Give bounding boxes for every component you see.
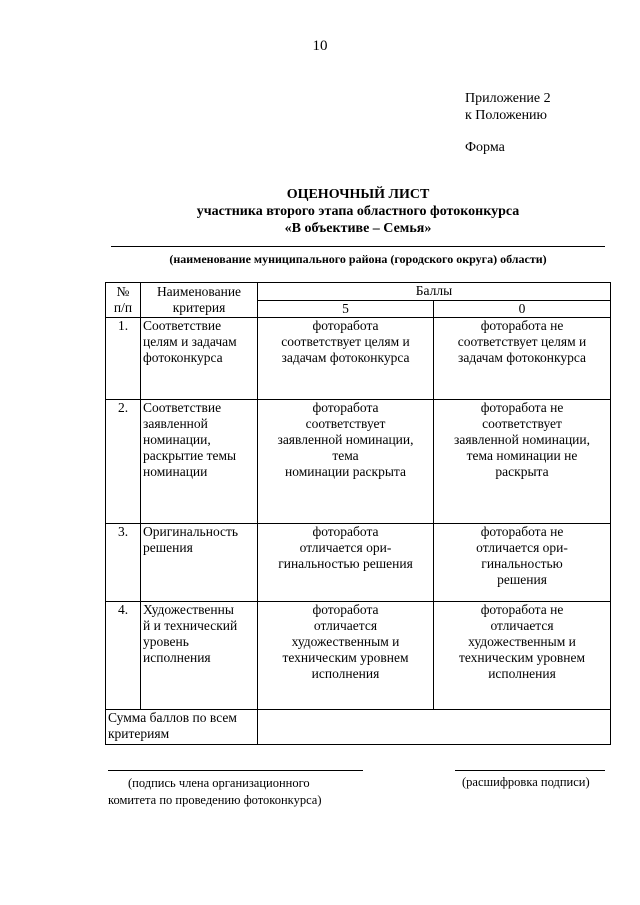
cell-line: Художественны — [143, 602, 234, 617]
cell-line: номинации раскрыта — [285, 464, 406, 479]
cell-line: й и технический — [143, 618, 238, 633]
cell-line: художественным и — [291, 634, 400, 649]
header-criterion — [141, 283, 258, 318]
cell-line: заявленной — [143, 416, 208, 431]
table-row — [106, 524, 611, 602]
cell-line: раскрыта — [495, 464, 549, 479]
cell-line: тема номинации не — [466, 448, 578, 463]
cell-line: отличается — [490, 618, 554, 633]
score-0-cell — [434, 602, 611, 710]
signature-caption — [108, 775, 321, 809]
cell-line: соответствует целям и — [281, 334, 410, 349]
cell-line: задачам фотоконкурса — [281, 350, 410, 365]
cell-line: фоторабота не — [480, 602, 564, 617]
cell-line: фотоконкурса — [143, 350, 223, 365]
score-0-cell — [434, 318, 611, 400]
cell-line: фоторабота не — [480, 400, 564, 415]
cell-line: гинальностью — [481, 556, 563, 571]
cell-line: фоторабота не — [480, 524, 564, 539]
criterion-cell — [141, 524, 258, 602]
cell-line: техническим уровнем — [458, 650, 586, 665]
header-points: Баллы — [258, 283, 611, 301]
cell-line: фоторабота — [312, 602, 379, 617]
cell-line: раскрытие темы — [143, 448, 237, 463]
criterion-cell — [141, 318, 258, 400]
cell-line: задачам фотоконкурса — [458, 350, 586, 365]
cell-line: исполнения — [488, 666, 556, 681]
title-line: ОЦЕНОЧНЫЙ ЛИСТ — [286, 187, 430, 202]
cell-line: фоторабота не — [480, 318, 564, 333]
cell-line: уровень — [143, 634, 189, 649]
cell-line: Сумма баллов по всем — [108, 710, 237, 725]
municipality-fill-line — [111, 246, 605, 247]
cell-line: отличается ори- — [476, 540, 568, 555]
header-score-5: 5 — [258, 301, 434, 318]
cell-line: гинальностью решения — [278, 556, 413, 571]
total-label — [106, 710, 258, 745]
cell-line: тема — [332, 448, 359, 463]
cell-line: решения — [497, 572, 547, 587]
row-number: 4. — [106, 602, 141, 710]
appendix-line: к Положению — [465, 108, 548, 123]
page-number: 10 — [312, 38, 328, 54]
score-0-cell — [434, 524, 611, 602]
header-score-0: 0 — [434, 301, 611, 318]
header-text: п/п — [113, 300, 133, 315]
score-5-cell — [258, 602, 434, 710]
decoding-caption: (расшифровка подписи) — [462, 775, 590, 789]
cell-line: отличается ори- — [299, 540, 392, 555]
cell-line: заявленной номинации, — [454, 432, 591, 447]
form-label: Форма — [465, 140, 505, 155]
cell-line: фоторабота — [312, 400, 379, 415]
score-5-cell — [258, 524, 434, 602]
header-text: Наименование — [156, 284, 242, 299]
cell-line: целям и задачам — [143, 334, 237, 349]
cell-line: Соответствие — [143, 318, 222, 333]
cell-line: фоторабота — [312, 524, 379, 539]
appendix-line: Приложение 2 — [465, 91, 551, 106]
cell-line: номинации — [143, 464, 208, 479]
caption-line: (подпись члена организационного — [128, 776, 310, 790]
decoding-line — [455, 770, 605, 771]
row-number: 1. — [106, 318, 141, 400]
cell-line: заявленной номинации, — [277, 432, 414, 447]
title-line: участника второго этапа областного фотоконкурса — [196, 204, 520, 219]
cell-line: соответствует — [305, 416, 386, 431]
criterion-cell — [141, 602, 258, 710]
row-number: 2. — [106, 400, 141, 524]
header-number — [106, 283, 141, 318]
cell-line: критериям — [108, 726, 170, 741]
signature-line — [108, 770, 363, 771]
cell-line: Оригинальность — [143, 524, 239, 539]
appendix-reference — [465, 90, 551, 124]
municipality-caption: (наименование муниципального района (городского округа) области) — [169, 252, 547, 266]
cell-line: фоторабота — [312, 318, 379, 333]
table-row — [106, 318, 611, 400]
cell-line: исполнения — [311, 666, 380, 681]
title-line: «В объективе – Семья» — [284, 221, 432, 236]
cell-line: исполнения — [143, 650, 211, 665]
table-row — [106, 602, 611, 710]
caption-line: комитета по проведению фотоконкурса) — [108, 793, 322, 807]
score-0-cell — [434, 400, 611, 524]
cell-line: художественным и — [468, 634, 576, 649]
criterion-cell — [141, 400, 258, 524]
cell-line: Соответствие — [143, 400, 222, 415]
total-value-cell[interactable] — [258, 710, 611, 745]
header-text: критерия — [172, 300, 226, 315]
cell-line: техническим уровнем — [282, 650, 409, 665]
total-row — [106, 710, 611, 745]
evaluation-table — [105, 282, 611, 745]
header-text: № — [116, 284, 130, 299]
score-5-cell — [258, 318, 434, 400]
score-5-cell — [258, 400, 434, 524]
table-row — [106, 400, 611, 524]
cell-line: отличается — [313, 618, 378, 633]
cell-line: номинации, — [143, 432, 211, 447]
cell-line: решения — [143, 540, 193, 555]
row-number: 3. — [106, 524, 141, 602]
cell-line: соответствует — [482, 416, 562, 431]
document-title — [0, 186, 640, 237]
cell-line: соответствует целям и — [457, 334, 587, 349]
